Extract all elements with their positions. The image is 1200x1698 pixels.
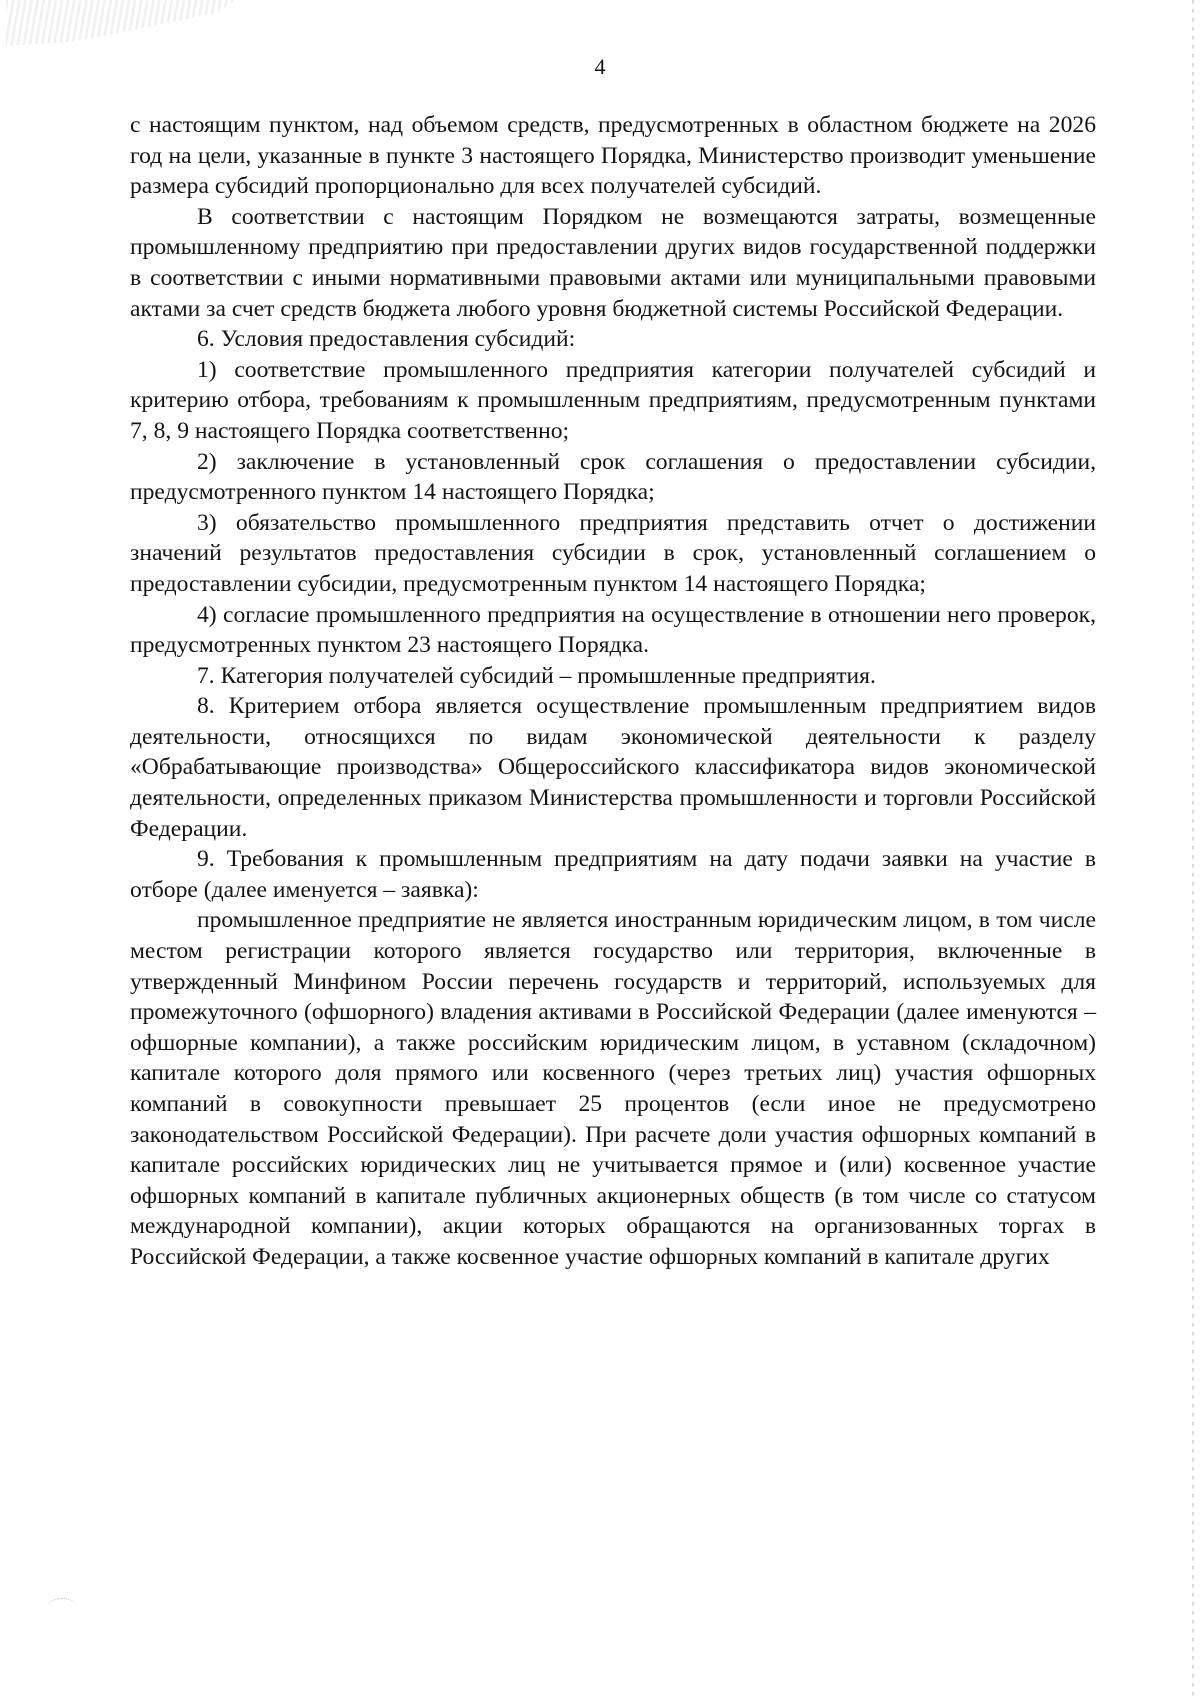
paragraph: 3) обязательство промышленного предприятия представить отчет о достижении значений результатов предоставления субсидии в срок, установленный соглашением о предоставлении субсидии, предусмотренным пунктом 14 настоящего Порядка; — [130, 509, 1096, 597]
paragraph: 4) согласие промышленного предприятия на осуществление в отношении него проверок, предусмотренных пунктом 23 настоящего Порядка. — [130, 601, 1096, 659]
paragraph: В соответствии с настоящим Порядком не возмещаются затраты, возмещенные промышленному предприятию при предоставлении других видов государственной поддержки в соответствии с иными нормативными правовыми актами или муниципальными правовыми актами за счет средств бюджета любого уровня бюджетной системы Российской Федерации. — [130, 203, 1096, 322]
scan-artifact-right-edge — [1192, 0, 1194, 1698]
paragraph: 6. Условия предоставления субсидий: — [197, 326, 576, 353]
scan-artifact-top — [6, 0, 236, 46]
paragraph: 1) соответствие промышленного предприятия категории получателей субсидий и критерию отбора, требованиям к промышленным предприятиям, предусмотренным пунктами 7, 8, 9 настоящего Порядка соответственно; — [130, 356, 1096, 444]
paragraph: с настоящим пунктом, над объемом средств, предусмотренных в областном бюджете на 2026 год на цели, указанные в пункте 3 настоящего Порядка, Министерство производит уменьшение размера субсидий пропорционально для всех получателей субсидий. — [130, 112, 1096, 200]
page-number: 4 — [594, 54, 606, 79]
paragraph: 7. Категория получателей субсидий – промышленные предприятия. — [197, 662, 876, 689]
paragraph: 2) заключение в установленный срок соглашения о предоставлении субсидии, предусмотренного пунктом 14 настоящего Порядка; — [130, 448, 1096, 506]
paragraph: 8. Критерием отбора является осуществление промышленным предприятием видов деятельности, относящихся по видам экономической деятельности к разделу «Обрабатывающие производства» Общероссийского классификатора видов экономической деятельности, определенных приказом Министерства промышленности и торговли Российской Федерации. — [130, 693, 1096, 842]
paragraph: промышленное предприятие не является иностранным юридическим лицом, в том числе местом регистрации которого является государство или территория, включенные в утвержденный Минфином России перечень государств и территорий, используемых для промежуточного (офшорного) владения активами в Российской Федерации (далее именуются – офшорные компании), а также российским юридическим лицом, в уставном (складочном) капитале которого доля прямого или косвенного (через третьих лиц) участия офшорных компаний в совокупности превышает 25 процентов (если иное не предусмотрено законодательством Российской Федерации). При расчете доли участия офшорных компаний в капитале российских юридических лиц не учитывается прямое и (или) косвенное участие офшорных компаний в капитале публичных акционерных обществ (в том числе со статусом международной компании), акции которых обращаются на организованных торгах в Российской Федерации, а также косвенное участие офшорных компаний в капитале других — [130, 907, 1096, 1270]
scan-artifact-bottom — [48, 1598, 76, 1613]
paragraph: 9. Требования к промышленным предприятиям на дату подачи заявки на участие в отборе (далее именуется – заявка): — [130, 846, 1096, 903]
document-body — [130, 110, 1096, 1273]
